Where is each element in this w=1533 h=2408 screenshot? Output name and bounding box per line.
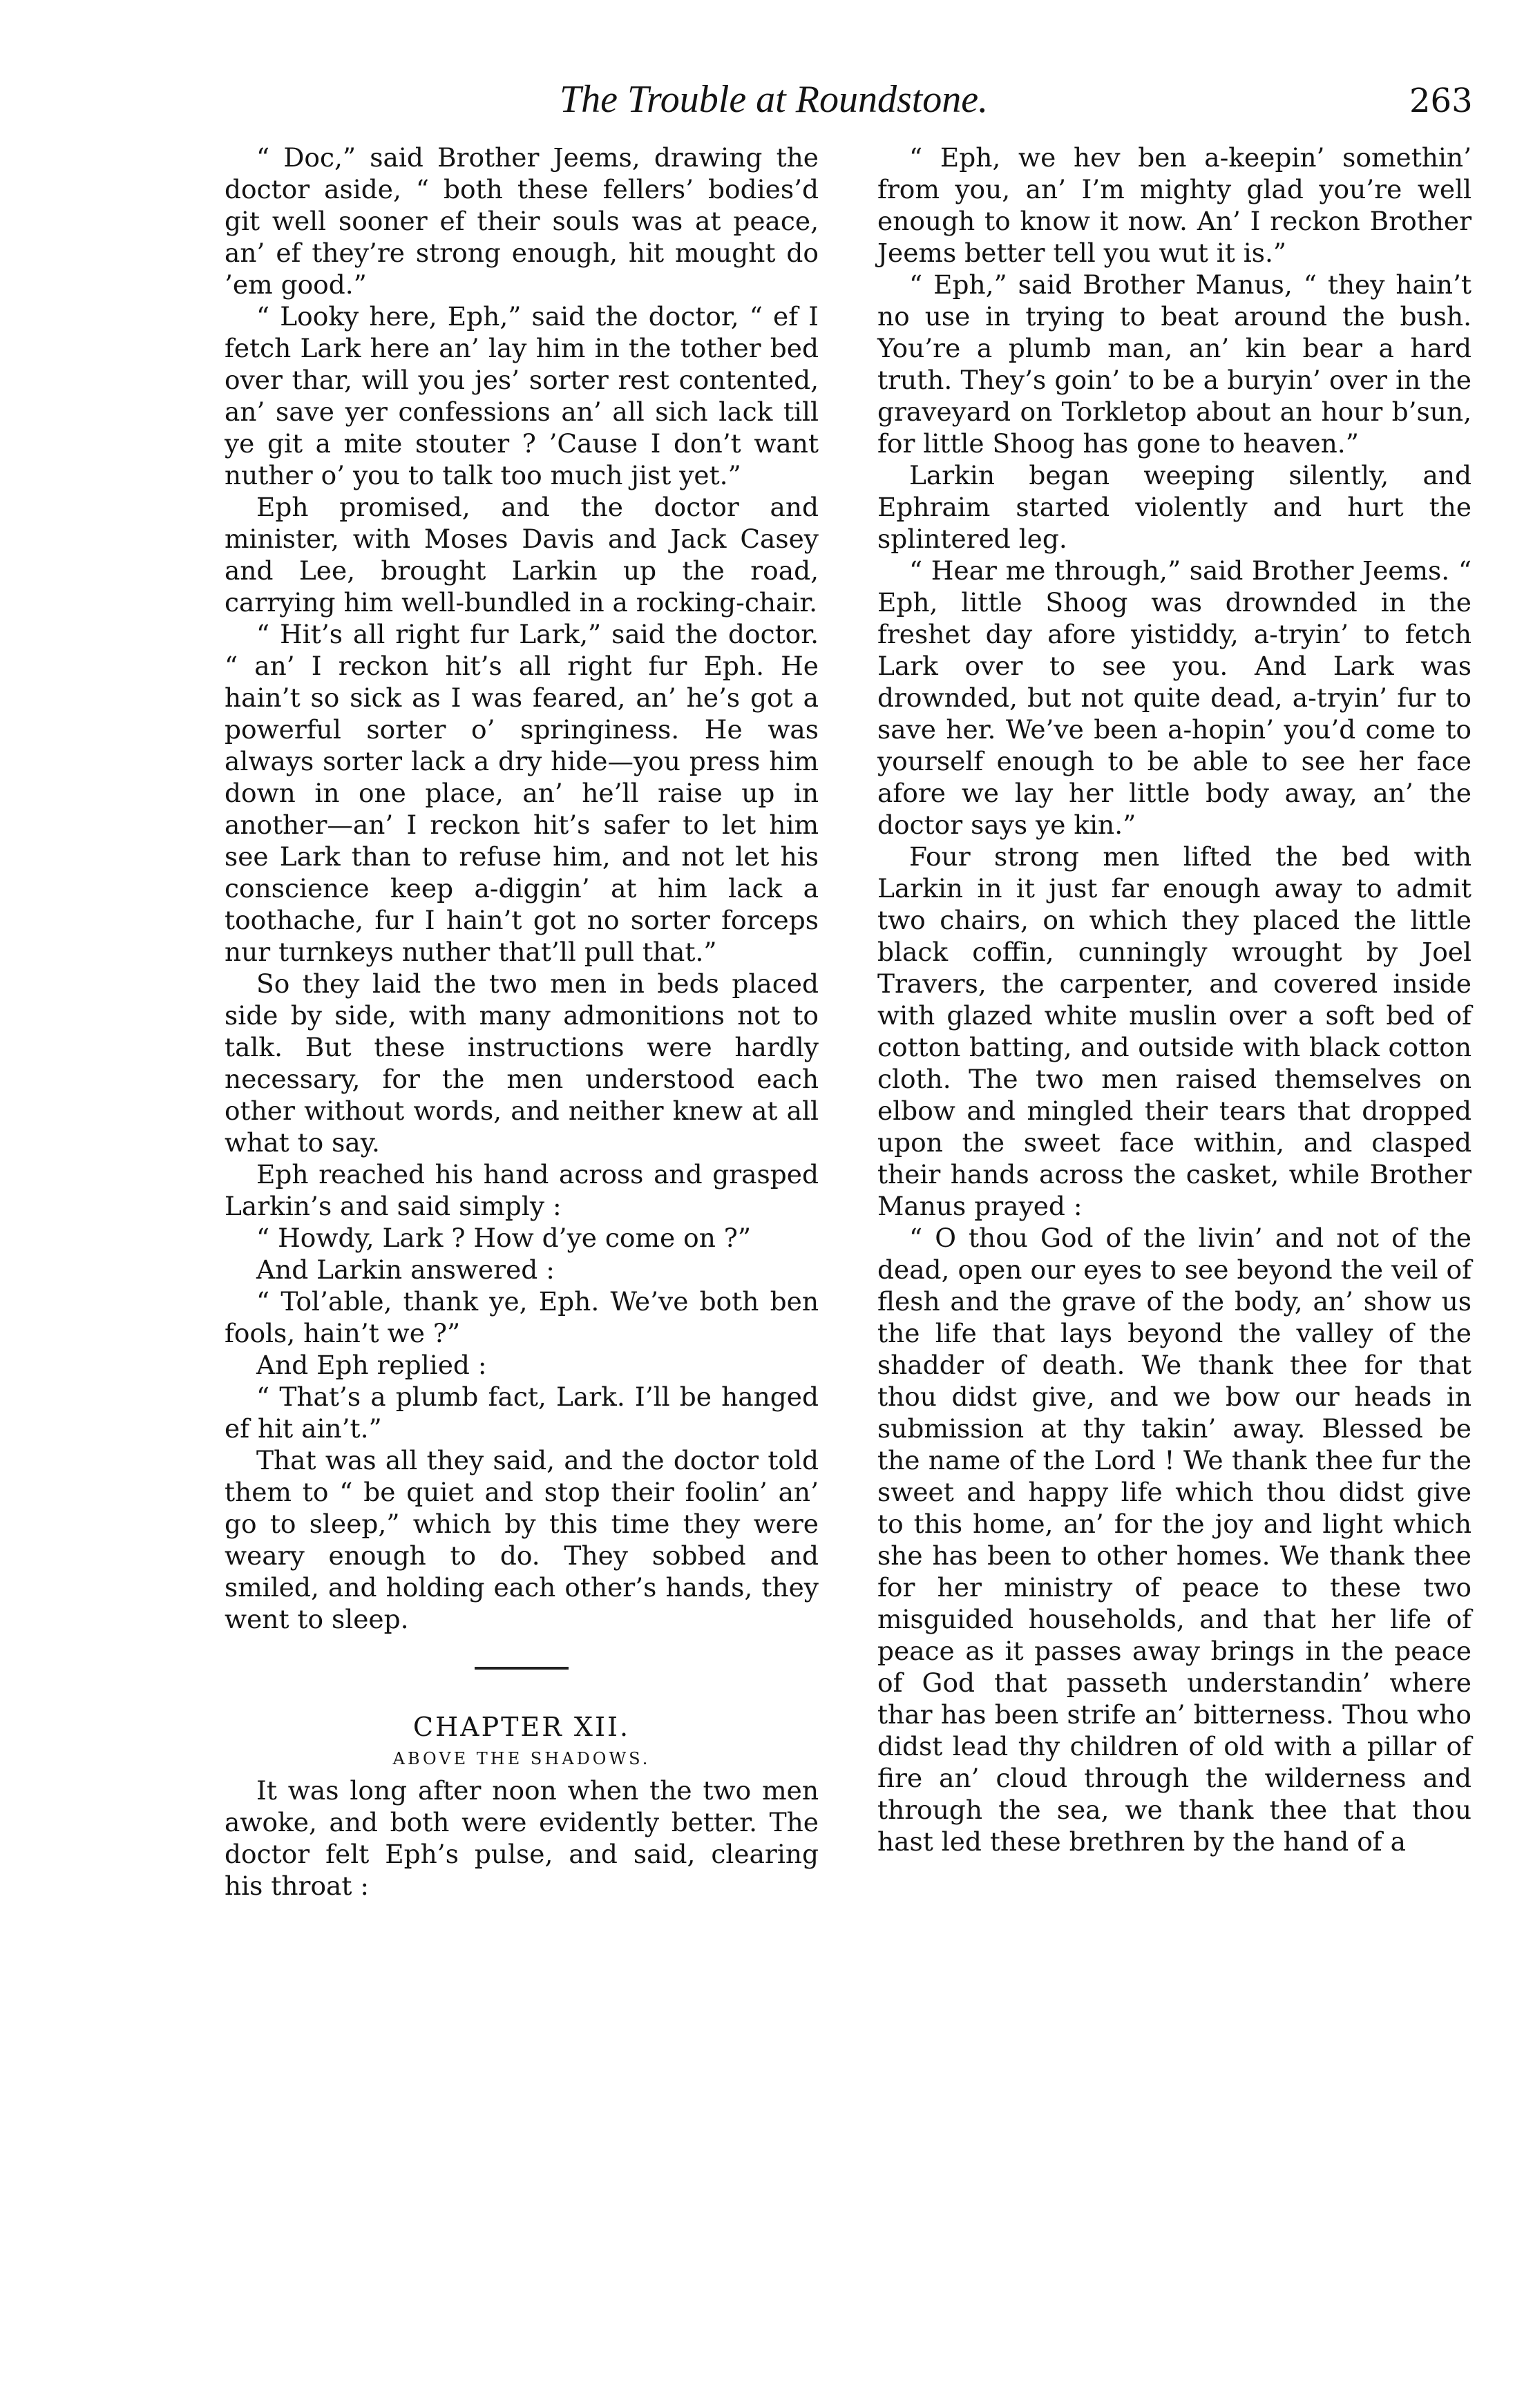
chapter-heading: CHAPTER XII. xyxy=(412,1712,631,1742)
paragraph: And Eph replied : xyxy=(256,1350,487,1380)
paragraph: “ Hear me through,” said Brother Jeems. “ Eph, little Shoog was drownded in the freshet day afore yistiddy, a-tryin’ to fetch Lark over to see you. And Lark was drownded, but not quite dead, a-tryin’ fur to save her. We’ve been a-hopin’ you’d come to yourself enough to be able to see her face afore we lay her little body away, an’ the doctor says ye kin.” xyxy=(877,555,1472,840)
paragraph: Four strong men lifted the bed with Larkin in it just far enough away to admit two chairs, on which they placed the little black coffin, cunningly wrought by Joel Travers, the carpenter, and covered inside with glazed white muslin over a soft bed of cotton batting, and outside with black cotton cloth. The two men raised themselves on elbow and mingled their tears that dropped upon the sweet face within, and clasped their hands across the casket, while Brother Manus prayed : xyxy=(877,841,1472,1221)
paragraph: “ That’s a plumb fact, Lark. I’ll be hanged ef hit ain’t.” xyxy=(225,1382,819,1444)
right-column xyxy=(877,142,1472,1857)
paragraph: Larkin began weeping silently, and Ephraim started violently and hurt the splintered leg. xyxy=(877,460,1472,554)
paragraph: So they laid the two men in beds placed side by side, with many admonitions not to talk. But these instructions were hardly necessary, for the men understood each other without words, and neither knew at all what to say. xyxy=(225,968,819,1158)
running-title: The Trouble at Roundstone. xyxy=(560,78,989,121)
paragraph: “ Doc,” said Brother Jeems, drawing the doctor aside, “ both these fellers’ bodies’d git well sooner ef their souls was at peace, an’ ef they’re strong enough, hit mought do ’em good.” xyxy=(225,142,819,300)
paragraph: “ Tol’able, thank ye, Eph. We’ve both ben fools, hain’t we ?” xyxy=(225,1286,819,1348)
paragraph: “ Howdy, Lark ? How d’ye come on ?” xyxy=(256,1223,752,1253)
paragraph: Eph reached his hand across and grasped Larkin’s and said simply : xyxy=(225,1159,819,1221)
paragraph: “ O thou God of the livin’ and not of the dead, open our eyes to see beyond the veil of flesh and the grave of the body, an’ show us the life that lays beyond the valley of the shadder of death. We thank thee for that thou didst give, and we bow our heads in submission at thy takin’ away. Blessed be the name of the Lord ! We thank thee fur the sweet and happy life which thou didst give to this home, an’ for the joy and light which she has been to other homes. We thank thee for her ministry of peace to these two misguided households, and that her life of peace as it passes away brings in the peace of God that passeth understandin’ where thar has been strife an’ bitterness. Thou who didst lead thy children of old with a pillar of fire an’ cloud through the wilderness and through the sea, we thank thee that thou hast led these brethren by the hand of a xyxy=(877,1223,1472,1857)
section-divider xyxy=(475,1667,569,1670)
paragraph: “ Eph,” said Brother Manus, “ they hain’t no use in trying to beat around the bush. You’re a plumb man, an’ kin bear a hard truth. They’s goin’ to be a buryin’ over in the graveyard on Torkletop about an hour b’sun, for little Shoog has gone to heaven.” xyxy=(877,269,1472,459)
page-number: 263 xyxy=(1409,82,1473,120)
paragraph: “ Looky here, Eph,” said the doctor, “ ef I fetch Lark here an’ lay him in the tother bed over thar, will you jes’ sorter rest contented, an’ save yer confessions an’ all sich lack till ye git a mite stouter ? ’Cause I don’t want nuther o’ you to talk too much jist yet.” xyxy=(225,301,819,490)
paragraph: Eph promised, and the doctor and minister, with Moses Davis and Jack Casey and Lee, brought Larkin up the road, carrying him well-bundled in a rocking-chair. xyxy=(225,492,819,618)
left-column xyxy=(225,142,819,1902)
paragraph: That was all they said, and the doctor told them to “ be quiet and stop their foolin’ an’ go to sleep,” which by this time they were weary enough to do. They sobbed and smiled, and holding each other’s hands, they went to sleep. xyxy=(225,1445,819,1634)
paragraph: “ Hit’s all right fur Lark,” said the doctor. “ an’ I reckon hit’s all right fur Eph. He hain’t so sick as I was feared, an’ he’s got a powerful sorter o’ springiness. He was always sorter lack a dry hide—you press him down in one place, an’ he’ll raise up in another—an’ I reckon hit’s safer to let him see Lark than to refuse him, and not let his conscience keep a-diggin’ at him lack a toothache, fur I hain’t got no sorter forceps nur turnkeys nuther that’ll pull that.” xyxy=(225,619,819,967)
paragraph: And Larkin answered : xyxy=(256,1254,555,1285)
chapter-subheading: ABOVE THE SHADOWS. xyxy=(392,1749,651,1768)
paragraph: It was long after noon when the two men awoke, and both were evidently better. The doctor felt Eph’s pulse, and said, clearing his throat : xyxy=(225,1775,819,1901)
paragraph: “ Eph, we hev ben a-keepin’ somethin’ from you, an’ I’m mighty glad you’re well enough to know it now. An’ I reckon Brother Jeems better tell you wut it is.” xyxy=(877,142,1472,268)
